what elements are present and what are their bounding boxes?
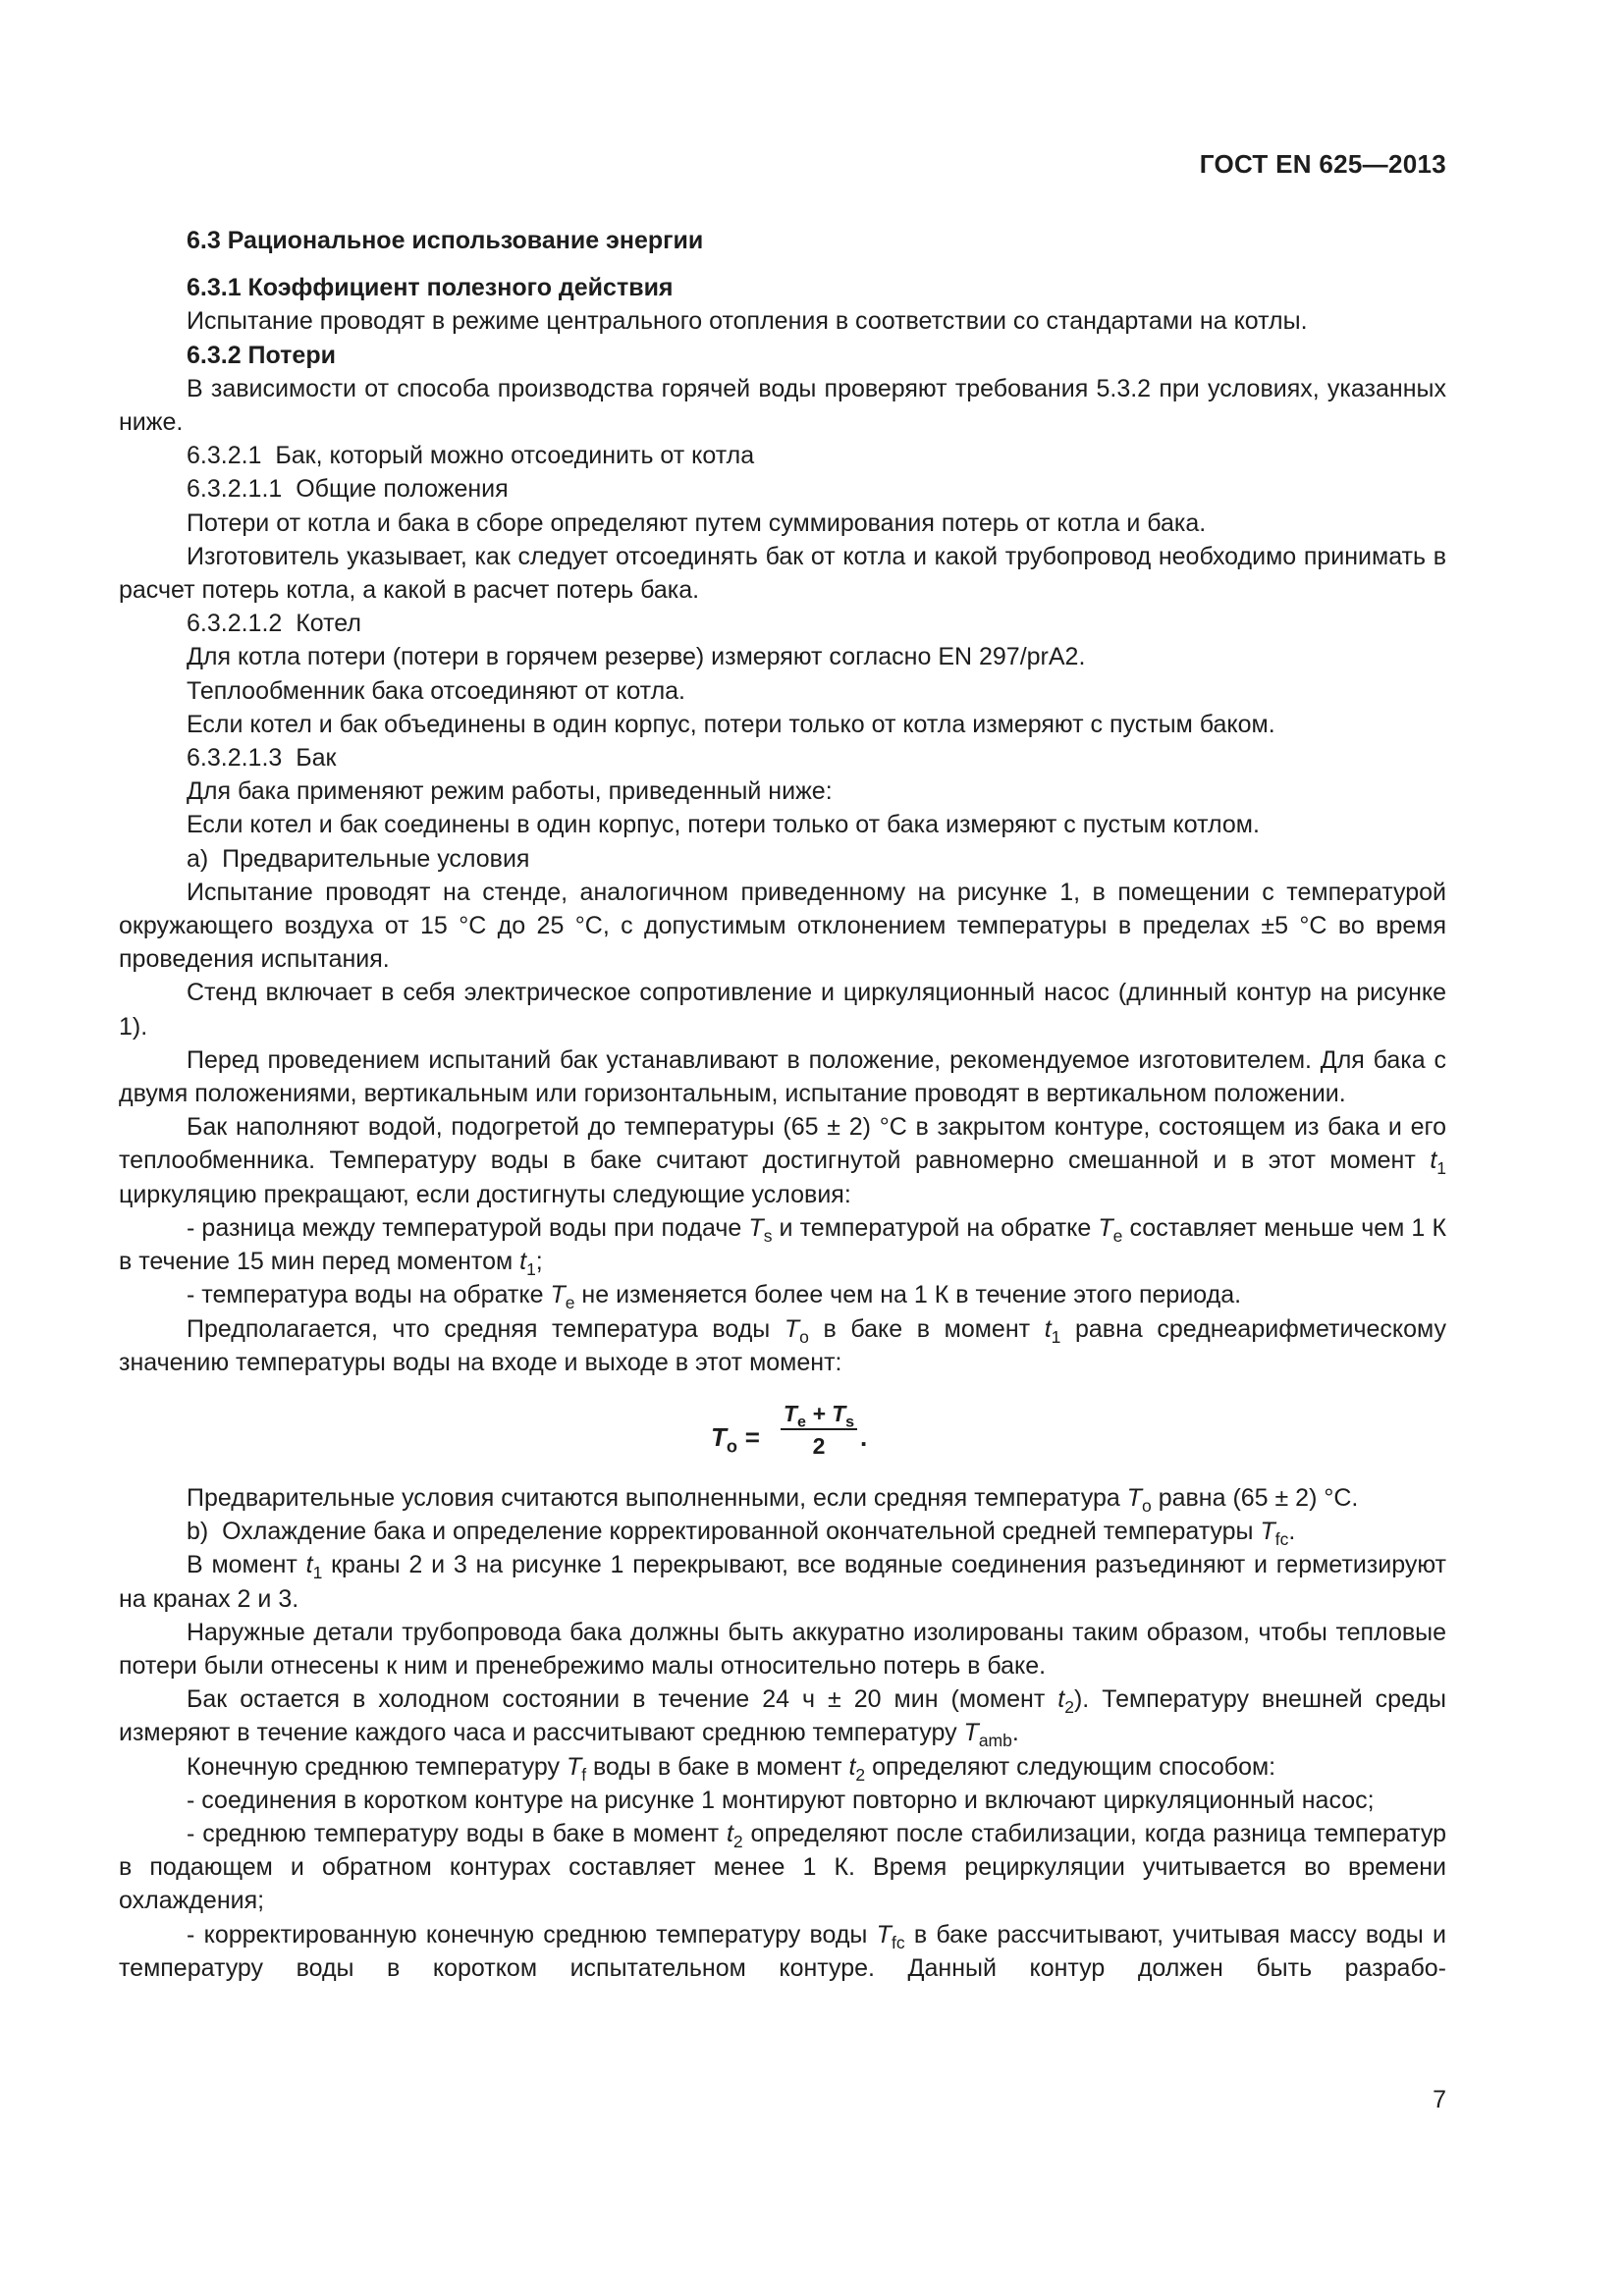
formula-denominator: 2: [812, 1432, 826, 1459]
clause-title-6-3-2-1-1: 6.3.2.1.1 Общие положения: [187, 475, 509, 504]
formula-plus: +: [805, 1400, 833, 1426]
subscript: 1: [1436, 1158, 1446, 1179]
paragraph: [119, 1312, 1446, 1379]
symbol-T: T: [1260, 1518, 1275, 1546]
clause-title-6-3-2-1: 6.3.2.1 Бак, который можно отсоединить от котла: [187, 442, 755, 470]
clause-title-6-3-2-1-3: 6.3.2.1.3 Бак: [187, 744, 337, 773]
list-item: [119, 1817, 1446, 1918]
symbol-t: t: [726, 1819, 733, 1847]
formula-block: [119, 1379, 1446, 1481]
formula-equals: =: [737, 1421, 760, 1452]
subscript: 2: [732, 1832, 743, 1852]
subscript: fc: [1274, 1529, 1289, 1550]
formula-var: T: [783, 1400, 797, 1426]
item-b-title: [119, 1515, 1446, 1548]
list-item: [119, 1278, 1446, 1311]
subscript: f: [581, 1764, 587, 1785]
formula-var: T: [832, 1400, 846, 1426]
clause-title-6-3-2-1-2: 6.3.2.1.2 Котел: [187, 610, 361, 638]
text: Бак остается в холодном состоянии в течение 24 ч ± 20 мин (момент: [187, 1685, 1058, 1714]
symbol-T: T: [784, 1314, 800, 1343]
text: - корректированную конечную среднюю температуру воды: [187, 1920, 877, 1949]
symbol-T: T: [1126, 1483, 1143, 1512]
text: в баке в момент: [808, 1314, 1045, 1343]
formula-var: T: [711, 1421, 727, 1452]
text: равна (65 ± 2) °С.: [1151, 1483, 1359, 1512]
symbol-T: T: [550, 1281, 566, 1309]
paragraph: [119, 1110, 1446, 1211]
symbol-t: t: [519, 1248, 527, 1276]
formula-subscript: e: [796, 1413, 806, 1431]
subscript: amb: [978, 1731, 1012, 1751]
symbol-t: t: [1057, 1685, 1065, 1714]
list-item: - соединения в коротком контуре на рисунке 1 монтируют повторно и включают циркуляционный насос;: [187, 1786, 1375, 1814]
text: b) Охлаждение бака и определение корректированной окончательной средней температуры: [187, 1518, 1261, 1546]
subscript: o: [1142, 1496, 1152, 1517]
paragraph: Наружные детали трубопровода бака должны быть аккуратно изолированы таким образом, чтобы тепловые потери были отнесены к ним и пренебрежимо малы относительно потерь в баке.: [119, 1618, 1446, 1680]
paragraph: [119, 1548, 1446, 1615]
formula-period: .: [860, 1421, 868, 1452]
formula-fraction: [781, 1401, 857, 1459]
symbol-t: t: [1044, 1314, 1052, 1343]
formula-subscript: s: [845, 1413, 855, 1431]
paragraph: Если котел и бак объединены в один корпус, потери только от котла измеряют с пустым баком.: [187, 710, 1275, 738]
symbol-t: t: [305, 1551, 313, 1579]
subscript: s: [763, 1226, 773, 1247]
subscript: e: [1112, 1226, 1123, 1247]
paragraph: В зависимости от способа производства горячей воды проверяют требования 5.3.2 при условиях, указанных ниже.: [119, 374, 1446, 437]
text: Предполагается, что средняя температура воды: [187, 1314, 785, 1343]
text: в баке рассчитывают, учитывая массу воды и температуру воды в коротком испытательном контуре. Данный контур должен быть разрабо-: [119, 1920, 1446, 1982]
symbol-T: T: [566, 1752, 582, 1781]
text: не изменяется более чем на 1 К в течение этого периода.: [574, 1281, 1242, 1309]
text: равна среднеарифметическому значению температуры воды на входе и выходе в этот момент:: [119, 1314, 1446, 1376]
symbol-T: T: [1098, 1213, 1113, 1242]
paragraph: [119, 1750, 1446, 1784]
text: Конечную среднюю температуру: [187, 1752, 567, 1781]
symbol-T: T: [963, 1719, 979, 1747]
text: .: [1288, 1518, 1296, 1546]
text: циркуляцию прекращают, если достигнуты следующие условия:: [119, 1180, 851, 1208]
text: - среднюю температуру воды в баке в момент: [187, 1819, 727, 1847]
standard-header: ГОСТ EN 625—2013: [1199, 149, 1446, 179]
subscript: 2: [1064, 1697, 1074, 1718]
subscript: 1: [526, 1259, 536, 1280]
subscript: e: [565, 1293, 575, 1313]
text: определяют после стабилизации, когда разница температур в подающем и обратном контурах составляет менее 1 К. Время рециркуляции учитывается во времени охлаждения;: [119, 1819, 1446, 1915]
text: - разница между температурой воды при подаче: [187, 1213, 749, 1242]
subscript: 1: [1051, 1326, 1061, 1347]
subscript: o: [799, 1326, 809, 1347]
symbol-t: t: [848, 1752, 856, 1781]
paragraph: Изготовитель указывает, как следует отсоединять бак от котла и какой трубопровод необходимо принимать в расчет потерь котла, а какой в расчет потерь бака.: [119, 542, 1446, 605]
list-item: [119, 1211, 1446, 1278]
text: ;: [535, 1248, 543, 1276]
subsection-title-6-3-1: 6.3.1 Коэффициент полезного действия: [187, 274, 674, 302]
paragraph: Стенд включает в себя электрическое сопротивление и циркуляционный насос (длинный контур на рисунке 1).: [119, 979, 1446, 1041]
paragraph: Теплообменник бака отсоединяют от котла.: [187, 676, 686, 705]
symbol-T: T: [748, 1213, 764, 1242]
paragraph: [119, 1682, 1446, 1749]
text: и температурой на обратке: [772, 1213, 1099, 1242]
formula-numerator: [781, 1400, 857, 1431]
text: Бак наполняют водой, подогретой до температуры (65 ± 2) °С в закрытом контуре, состоящем из бака и его теплообменника. Температуру воды в баке считают достигнутой равномерно смешанной и в этот момент: [119, 1113, 1446, 1175]
paragraph: Для бака применяют режим работы, приведенный ниже:: [187, 777, 833, 806]
subscript: fc: [891, 1932, 905, 1952]
text: определяют следующим способом:: [865, 1752, 1276, 1781]
document-body: [119, 224, 1446, 1985]
formula-lhs: [711, 1420, 760, 1457]
symbol-T: T: [876, 1920, 892, 1949]
symbol-t: t: [1430, 1147, 1437, 1175]
formula-subscript: o: [726, 1436, 738, 1457]
text: краны 2 и 3 на рисунке 1 перекрывают, все водяные соединения разъединяют и герметизируют на кранах 2 и 3.: [119, 1551, 1446, 1613]
text: В момент: [187, 1551, 306, 1579]
section-title: 6.3 Рациональное использование энергии: [187, 227, 704, 254]
text: - температура воды на обратке: [187, 1281, 551, 1309]
paragraph: Потери от котла и бака в сборе определяют путем суммирования потерь от котла и бака.: [187, 508, 1207, 537]
text: воды в баке в момент: [586, 1752, 849, 1781]
paragraph: Для котла потери (потери в горячем резерве) измеряют согласно EN 297/prA2.: [187, 643, 1086, 671]
item-a-title: a) Предварительные условия: [187, 844, 530, 873]
text: ). Температуру внешней среды измеряют в течение каждого часа и рассчитывают среднюю температуру: [119, 1685, 1446, 1747]
list-item: [119, 1918, 1446, 1985]
text: Предварительные условия считаются выполненными, если средняя температура: [187, 1483, 1127, 1512]
paragraph: Если котел и бак соединены в один корпус, потери только от бака измеряют с пустым котлом.: [187, 811, 1260, 839]
subscript: 2: [855, 1764, 866, 1785]
text: .: [1011, 1719, 1019, 1747]
text: составляет меньше чем 1 К в течение 15 мин перед моментом: [119, 1213, 1447, 1276]
paragraph: Испытание проводят в режиме центрального отопления в соответствии со стандартами на котлы.: [187, 307, 1308, 336]
paragraph: Перед проведением испытаний бак устанавливают в положение, рекомендуемое изготовителем. Для бака с двумя положениями, вертикальным или горизонтальным, испытание проводят в вертикальном положении.: [119, 1045, 1446, 1108]
paragraph: Испытание проводят на стенде, аналогичном приведенному на рисунке 1, в помещении с температурой окружающего воздуха от 15 °С до 25 °С, с допустимым отклонением температуры в пределах ±5 °С во время проведения испытания.: [119, 878, 1446, 974]
paragraph: [119, 1481, 1446, 1515]
subscript: 1: [312, 1563, 323, 1583]
subsection-title-6-3-2: 6.3.2 Потери: [187, 341, 336, 369]
page-number: 7: [1433, 2086, 1446, 2113]
